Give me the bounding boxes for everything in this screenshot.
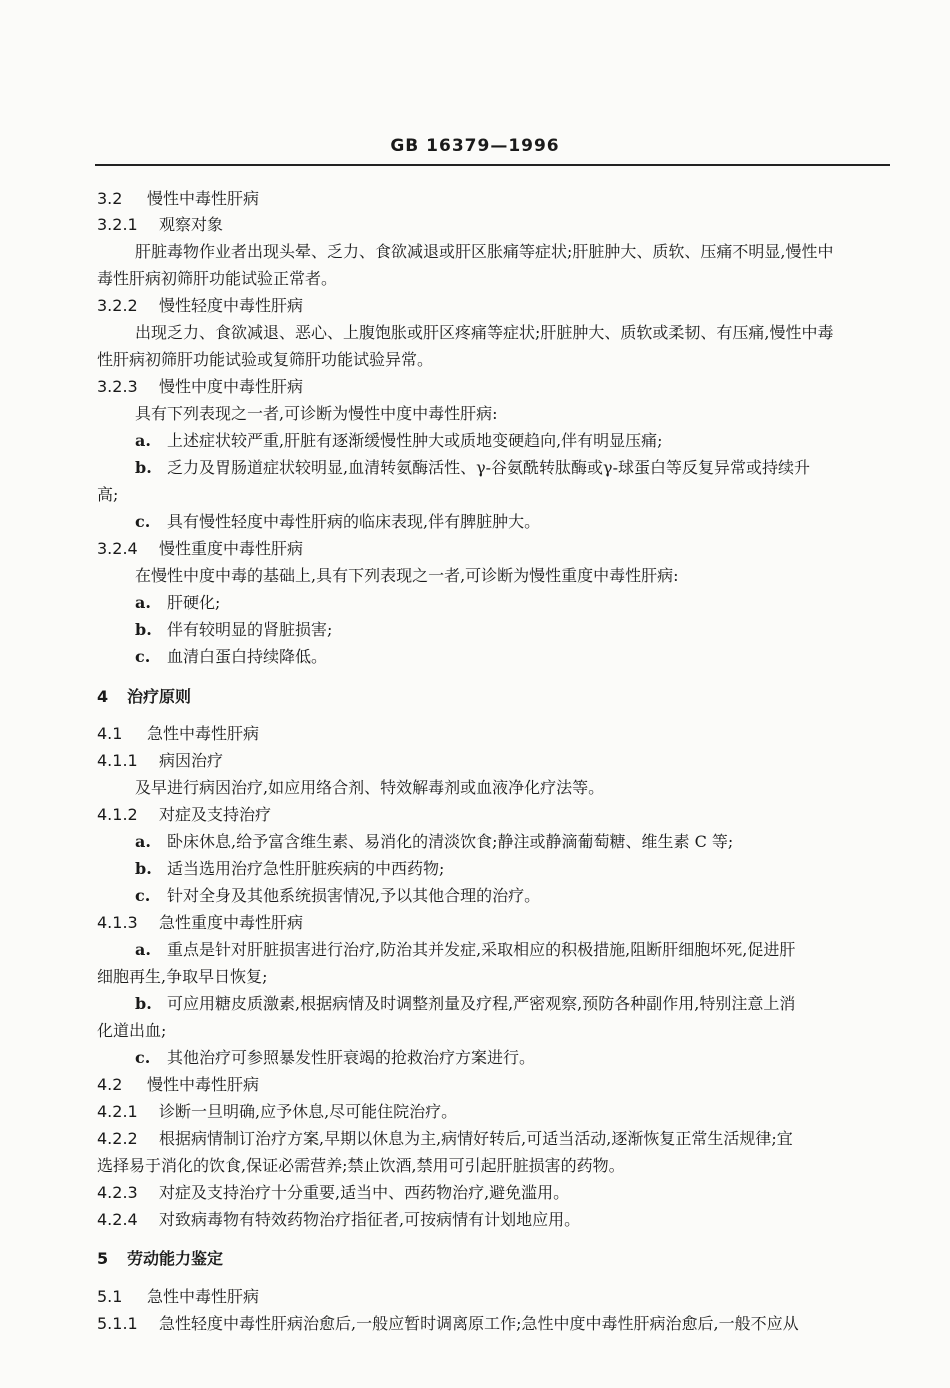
section-title: 劳动能力鉴定 xyxy=(127,1249,224,1268)
list-text: 乏力及胃肠道症状较明显,血清转氨酶活性、γ-谷氨酰转肽酶或γ-球蛋白等反复异常或持续升 xyxy=(167,458,811,477)
list-label: b. xyxy=(135,859,152,878)
section-3-2-4-heading xyxy=(97,536,303,559)
section-number: 3.2.2 xyxy=(97,296,138,315)
section-3-2-heading xyxy=(97,186,259,209)
list-item xyxy=(135,937,795,960)
paragraph-line: 选择易于消化的饮食,保证必需营养;禁止饮酒,禁用可引起肝脏损害的药物。 xyxy=(97,1156,625,1175)
paragraph-line: 化道出血; xyxy=(97,1021,167,1040)
section-title: 病因治疗 xyxy=(159,751,224,770)
list-text: 血清白蛋白持续降低。 xyxy=(167,647,328,666)
header-rule xyxy=(95,164,890,166)
section-title: 观察对象 xyxy=(159,215,224,234)
section-number: 5 xyxy=(97,1249,109,1268)
list-label: b. xyxy=(135,994,152,1013)
list-text: 具有慢性轻度中毒性肝病的临床表现,伴有脾脏肿大。 xyxy=(167,512,541,531)
paragraph-text: 急性轻度中毒性肝病治愈后,一般应暂时调离原工作;急性中度中毒性肝病治愈后,一般不应从 xyxy=(159,1314,799,1333)
section-number: 4.1.2 xyxy=(97,805,138,824)
list-item xyxy=(135,455,810,478)
list-text: 卧床休息,给予富含维生素、易消化的清淡饮食;静注或静滴葡萄糖、维生素 C 等; xyxy=(167,832,734,851)
section-number: 5.1 xyxy=(97,1287,123,1306)
list-label: c. xyxy=(135,647,151,666)
paragraph-line: 毒性肝病初筛肝功能试验正常者。 xyxy=(97,269,338,288)
list-item xyxy=(135,883,540,906)
list-text: 可应用糖皮质激素,根据病情及时调整剂量及疗程,严密观察,预防各种副作用,特别注意上消 xyxy=(167,994,796,1013)
section-3-2-3-heading xyxy=(97,374,303,397)
numbered-paragraph xyxy=(97,1126,793,1149)
list-text: 伴有较明显的肾脏损害; xyxy=(167,620,333,639)
paragraph-line: 出现乏力、食欲减退、恶心、上腹饱胀或肝区疼痛等症状;肝脏肿大、质软或柔韧、有压痛,慢性中毒 xyxy=(135,323,834,342)
section-number: 4.1.3 xyxy=(97,913,138,932)
list-item xyxy=(135,509,540,532)
section-number: 4.1.1 xyxy=(97,751,138,770)
section-number: 4.2.2 xyxy=(97,1129,138,1148)
list-text: 肝硬化; xyxy=(167,593,221,612)
list-label: b. xyxy=(135,620,152,639)
list-label: a. xyxy=(135,940,151,959)
section-number: 3.2 xyxy=(97,189,123,208)
section-4-heading xyxy=(97,684,191,707)
section-4-1-2-heading xyxy=(97,802,271,825)
list-label: a. xyxy=(135,431,151,450)
section-title: 对症及支持治疗 xyxy=(159,805,272,824)
list-label: c. xyxy=(135,1048,151,1067)
section-4-1-heading xyxy=(97,721,259,744)
paragraph-line: 细胞再生,争取早日恢复; xyxy=(97,967,268,986)
section-title: 慢性轻度中毒性肝病 xyxy=(159,296,304,315)
numbered-paragraph xyxy=(97,1207,580,1230)
paragraph-text: 对致病毒物有特效药物治疗指征者,可按病情有计划地应用。 xyxy=(159,1210,581,1229)
numbered-paragraph xyxy=(97,1180,569,1203)
section-4-1-3-heading xyxy=(97,910,303,933)
section-title: 慢性中度中毒性肝病 xyxy=(159,377,304,396)
list-item xyxy=(135,856,444,879)
list-item xyxy=(135,590,220,613)
paragraph-line: 高; xyxy=(97,485,119,504)
list-label: c. xyxy=(135,512,151,531)
section-title: 慢性中毒性肝病 xyxy=(147,189,260,208)
section-number: 3.2.1 xyxy=(97,215,138,234)
paragraph-line: 性肝病初筛肝功能试验或复筛肝功能试验异常。 xyxy=(97,350,434,369)
section-number: 4.2.3 xyxy=(97,1183,138,1202)
section-title: 急性重度中毒性肝病 xyxy=(159,913,304,932)
section-number: 3.2.3 xyxy=(97,377,138,396)
section-5-heading xyxy=(97,1246,223,1269)
paragraph-text: 诊断一旦明确,应予休息,尽可能住院治疗。 xyxy=(159,1102,458,1121)
section-4-2-heading xyxy=(97,1072,259,1095)
section-number: 3.2.4 xyxy=(97,539,138,558)
list-item xyxy=(135,644,327,667)
section-title: 慢性中毒性肝病 xyxy=(147,1075,260,1094)
section-number: 4.2.1 xyxy=(97,1102,138,1121)
list-text: 针对全身及其他系统损害情况,予以其他合理的治疗。 xyxy=(167,886,541,905)
section-3-2-2-heading xyxy=(97,293,303,316)
section-3-2-1-heading xyxy=(97,212,223,235)
list-label: a. xyxy=(135,832,151,851)
section-5-1-heading xyxy=(97,1284,259,1307)
list-item xyxy=(135,829,733,852)
list-item xyxy=(135,1045,535,1068)
paragraph-text: 对症及支持治疗十分重要,适当中、西药物治疗,避免滥用。 xyxy=(159,1183,570,1202)
document-header: GB 16379—1996 xyxy=(390,136,560,156)
numbered-paragraph xyxy=(97,1099,457,1122)
paragraph-text: 根据病情制订治疗方案,早期以休息为主,病情好转后,可适当活动,逐渐恢复正常生活规律;宜 xyxy=(159,1129,793,1148)
list-text: 其他治疗可参照暴发性肝衰竭的抢救治疗方案进行。 xyxy=(167,1048,536,1067)
paragraph-line: 及早进行病因治疗,如应用络合剂、特效解毒剂或血液净化疗法等。 xyxy=(135,778,605,797)
section-number: 4.1 xyxy=(97,724,123,743)
list-text: 上述症状较严重,肝脏有逐渐缓慢性肿大或质地变硬趋向,伴有明显压痛; xyxy=(167,431,663,450)
list-label: b. xyxy=(135,458,152,477)
list-item xyxy=(135,991,795,1014)
paragraph-line: 肝脏毒物作业者出现头晕、乏力、食欲减退或肝区胀痛等症状;肝脏肿大、质软、压痛不明显,慢性中 xyxy=(135,242,834,261)
list-item xyxy=(135,428,663,451)
paragraph-line: 在慢性中度中毒的基础上,具有下列表现之一者,可诊断为慢性重度中毒性肝病: xyxy=(135,566,679,585)
list-label: c. xyxy=(135,886,151,905)
section-number: 5.1.1 xyxy=(97,1314,138,1333)
numbered-paragraph xyxy=(97,1311,799,1334)
section-title: 急性中毒性肝病 xyxy=(147,1287,260,1306)
list-text: 重点是针对肝脏损害进行治疗,防治其并发症,采取相应的积极措施,阻断肝细胞坏死,促进肝 xyxy=(167,940,796,959)
section-number: 4 xyxy=(97,687,109,706)
section-4-1-1-heading xyxy=(97,748,223,771)
section-title: 治疗原则 xyxy=(127,687,192,706)
section-title: 急性中毒性肝病 xyxy=(147,724,260,743)
list-text: 适当选用治疗急性肝脏疾病的中西药物; xyxy=(167,859,445,878)
list-item xyxy=(135,617,332,640)
section-number: 4.2 xyxy=(97,1075,123,1094)
section-title: 慢性重度中毒性肝病 xyxy=(159,539,304,558)
paragraph-line: 具有下列表现之一者,可诊断为慢性中度中毒性肝病: xyxy=(135,404,498,423)
section-number: 4.2.4 xyxy=(97,1210,138,1229)
list-label: a. xyxy=(135,593,151,612)
